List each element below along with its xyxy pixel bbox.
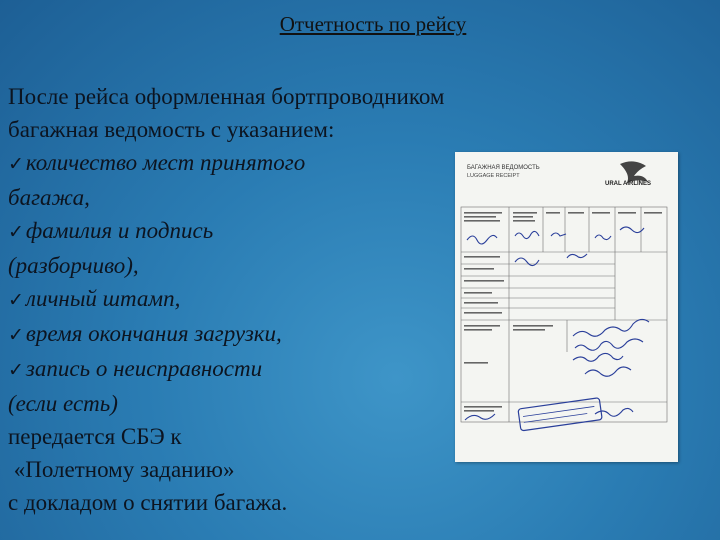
bullet-continuation: (если есть) (8, 391, 118, 416)
receipt-header-en: LUGGAGE RECEIPT (467, 173, 520, 179)
ural-airlines-logo (605, 161, 651, 187)
checkmark-icon: ✓ (8, 289, 24, 311)
bullet-continuation: багажа, (8, 185, 90, 210)
slide-title: Отчетность по рейсу (279, 12, 467, 36)
bullet-continuation: (разборчиво), (8, 253, 139, 278)
body-line: передается СБЭ к (8, 424, 182, 449)
body-line: «Полетному заданию» (8, 457, 235, 482)
personal-stamp (518, 398, 602, 431)
printed-field-labels (464, 212, 662, 412)
bullet-text: запись о неисправности (25, 356, 263, 381)
checkmark-icon: ✓ (8, 359, 24, 381)
checkmark-icon: ✓ (8, 221, 24, 243)
luggage-receipt-image (455, 152, 678, 462)
checkmark-icon: ✓ (8, 153, 24, 175)
bullet-text: личный штамп, (25, 286, 181, 311)
bullet-text: время окончания загрузки, (25, 321, 282, 346)
body-line: с докладом о снятии багажа. (8, 490, 288, 515)
form-grid (461, 207, 667, 422)
checkmark-icon: ✓ (8, 324, 24, 346)
bullet-text: количество мест принятого (25, 150, 306, 175)
body-line: багажная ведомость с указанием: (8, 117, 335, 142)
bullet-text: фамилия и подпись (25, 218, 214, 243)
handwritten-notes (465, 227, 649, 420)
slide-title-wrap (0, 12, 720, 37)
body-line: После рейса оформленная бортпроводником (8, 84, 445, 109)
luggage-receipt-drawing (455, 152, 678, 462)
logo-text: URAL AIRLINES (605, 181, 652, 187)
receipt-header-ru: БАГАЖНАЯ ВЕДОМОСТЬ (467, 165, 540, 171)
